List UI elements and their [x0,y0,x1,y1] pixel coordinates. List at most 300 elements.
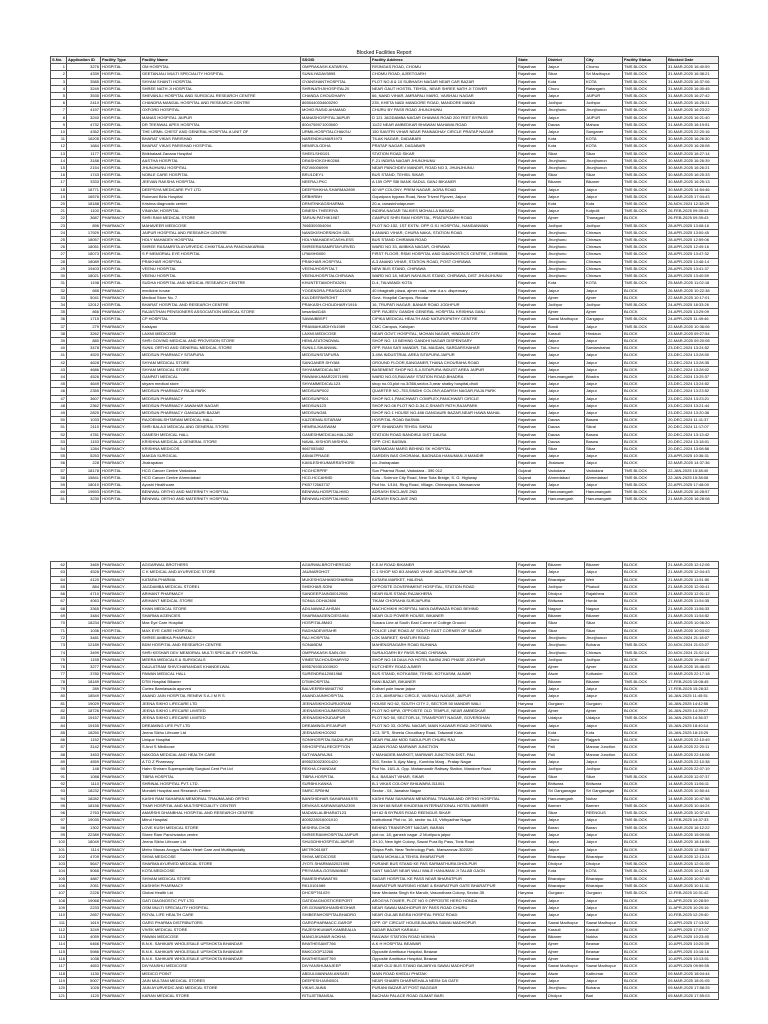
cell-city: Sawai Madhopur [585,963,623,970]
cell-facility-status: BLOCK [623,373,667,380]
cell-state: Rajasthan [517,642,547,649]
cell-facility-status: TMS BLOCK [623,773,667,780]
cell-district: Sawai Madhopur [547,919,585,926]
cell-facility-type: PHARMACY [101,359,141,366]
cell-state: Rajasthan [517,810,547,817]
cell-city: Jaipur [585,831,623,838]
table-row [51,598,719,605]
cell-facility-address: BHARATPUR NURSING HOME & BHARATPUR GATE BHARATPUR [371,883,517,890]
cell-district: Jhunjhunu [547,107,585,114]
cell-state: Rajasthan [517,912,547,919]
cell-facility-address: D-4, TALWANDI KOTA [371,280,517,287]
cell-district: Kota [547,201,585,208]
column-header-facility-status: Facility Status [623,57,667,64]
cell-city: Sanganer [585,129,623,136]
cell-district: Sikar [547,150,585,157]
cell-state: Rajasthan [517,453,547,460]
cell-sno: 35 [51,309,67,316]
cell-sno: 78 [51,678,67,685]
cell-application-id: 3249 [67,85,101,92]
cell-city: KOTA [585,868,623,875]
cell-city: Jaipur [585,759,623,766]
cell-facility-name: KHAN MEDICAL STORE [141,605,301,612]
cell-state: Rajasthan [517,352,547,359]
cell-facility-status: TMS BLOCK [623,467,667,474]
cell-district: Jaipur [547,388,585,395]
table-row [51,222,719,229]
cell-facility-type: HOSPITAL [101,186,141,193]
cell-city: Vadodara [585,467,623,474]
cell-sno: 32 [51,287,67,294]
cell-application-id: 5041 [67,294,101,301]
cell-state: Rajasthan [517,904,547,911]
cell-facility-address: PLOT NO 33, GOPAL NAGAR, MAIN KALWAR ROAD JHOTWARA [371,722,517,729]
cell-facility-status: BLOCK [623,780,667,787]
cell-district: Hanumangarh [547,795,585,802]
cell-application-id: 18250 [67,729,101,736]
cell-ssoid: VIKAS.JAIN8 [301,985,371,992]
cell-state: Rajasthan [517,707,547,714]
cell-district: Hanumangarh [547,496,585,503]
cell-city: Chirawa [585,244,623,251]
cell-city: Jodhpur [585,656,623,663]
cell-facility-type: HOSPITAL [101,316,141,323]
cell-application-id: 15841 [67,474,101,481]
cell-facility-name: VEENU HOSPITAL [141,265,301,272]
cell-city: Baran [585,824,623,831]
cell-facility-type: PHARMACY [101,438,141,445]
cell-facility-name: LOVE KUSH MEDICAL STORE [141,824,301,831]
cell-facility-status: BLOCK [623,366,667,373]
cell-facility-type: PHARMACY [101,381,141,388]
table-row [51,417,719,424]
cell-facility-type: HOSPITAL [101,136,141,143]
cell-city: Jaipur [585,977,623,984]
cell-blocked-date: 23-DEC-2024 13:25:37 [667,373,719,380]
cell-sno: 5 [51,93,67,100]
cell-facility-status: TMS BLOCK [623,186,667,193]
cell-blocked-date: 15-JAN-2025 18:40:14 [667,722,719,729]
cell-sno: 93 [51,788,67,795]
cell-facility-name: TIBRA HOSPITAL [141,773,301,780]
cell-sno: 89 [51,759,67,766]
cell-city: Chomu [585,64,623,71]
cell-application-id: 2233 [67,904,101,911]
cell-application-id: 228 [67,460,101,467]
cell-facility-type: PHARMACY [101,352,141,359]
table-row [51,824,719,831]
cell-state: Rajasthan [517,215,547,222]
cell-state: Rajasthan [517,948,547,955]
cell-facility-status: BLOCK [623,381,667,388]
cell-blocked-date: 20-NOV-2024 21:02:14 [667,649,719,656]
cell-blocked-date: 31-MAR-2025 16:38:21 [667,71,719,78]
cell-blocked-date: 14-MAR-2025 22:16:06 [667,751,719,758]
cell-facility-type: PHARMACY [101,759,141,766]
column-header-state: State [517,57,547,64]
cell-ssoid: BRIJ1DEY1 [301,172,371,179]
cell-state: Rajasthan [517,172,547,179]
cell-state: Rajasthan [517,817,547,824]
cell-application-id: 1284 [67,445,101,452]
cell-blocked-date: 24-APR-2025 13:29:09 [667,309,719,316]
table-row [51,868,719,875]
cell-blocked-date: 23-DEC-2024 13:23:52 [667,388,719,395]
cell-ssoid: DRASHOKGHK0268 [301,157,371,164]
cell-ssoid: BENIWALHOSPITALHMO [301,496,371,503]
cell-city: Jaipur [585,388,623,395]
cell-district: Jhunjhunu [547,985,585,992]
cell-ssoid: DEEPSHIKHA.SHARMA2899 [301,186,371,193]
cell-district: Jhunjhunu [547,634,585,641]
cell-ssoid: BANSHIDHAR.SAHARAN1978 [301,795,371,802]
table-row [51,489,719,496]
cell-facility-status: TMS BLOCK [623,817,667,824]
cell-state: Rajasthan [517,71,547,78]
cell-blocked-date: 14-MAR-2025 10:47:58 [667,795,719,802]
cell-application-id: 18234 [67,620,101,627]
cell-sno: 12 [51,143,67,150]
cell-blocked-date: 21-MAR-2025 16:28:08 [667,496,719,503]
cell-facility-name: SHRI KESHAR DEV MEMORIAL MULTI SPECIALITY HOSPITAL [141,649,301,656]
cell-state: Rajasthan [517,373,547,380]
table-row [51,229,719,236]
cell-facility-name: VINAYAK HOSPITAL [141,208,301,215]
cell-facility-status: TMS BLOCK [623,172,667,179]
cell-state: Rajasthan [517,381,547,388]
table-row [51,613,719,620]
cell-application-id: 3469 [67,562,101,569]
cell-city: Jodhpur [585,301,623,308]
cell-facility-type: PHARMACY [101,388,141,395]
cell-sno: 115 [51,948,67,955]
cell-ssoid: BHATHESAMT769 [301,956,371,963]
cell-city: Ratangarh [585,85,623,92]
cell-facility-type: PHARMACY [101,569,141,576]
cell-facility-name: Medical Store No. 7 [141,294,301,301]
cell-city: Karauli [585,926,623,933]
cell-facility-type: HOSPITAL [101,301,141,308]
cell-ssoid: PAWANKUMAR22071995 [301,373,371,380]
cell-state: Rajasthan [517,737,547,744]
table-row [51,890,719,897]
cell-application-id: 5253 [67,453,101,460]
cell-ssoid: ANANDJAINHOSPITAL [301,693,371,700]
cell-district: Gurgaon [547,890,585,897]
cell-application-id: 18051 [67,244,101,251]
cell-state: Rajasthan [517,788,547,795]
cell-facility-type: HOSPITAL [101,208,141,215]
cell-facility-name: JEENA SIKHO LIFECARE LTD [141,700,301,707]
cell-facility-name: MEDSUN PHARMACY GANGAURI BAZAR [141,409,301,416]
cell-district: Ajmer [547,707,585,714]
cell-ssoid: JAUMARDHOT [301,569,371,576]
cell-facility-address: NEAR GULAB BIGRA HOSPITAL FIROZ ROAD [371,912,517,919]
cell-facility-status: TMS BLOCK [623,890,667,897]
cell-facility-address: STATION ROAD BANDIKUI DIST DAUSA [371,431,517,438]
cell-facility-status: TMS BLOCK [623,150,667,157]
cell-facility-name: JAIN AYURVEDIC AND MEDICAL STORE [141,985,301,992]
table-row [51,562,719,569]
cell-sno: 95 [51,802,67,809]
cell-application-id: 2763 [67,810,101,817]
cell-city: Bikaner [585,678,623,685]
cell-sno: 108 [51,897,67,904]
cell-state: Rajasthan [517,424,547,431]
cell-facility-name: JAIPUR HOSPITAL AND RESEARCH CENTRE [141,229,301,236]
cell-facility-status: TMS BLOCK [623,201,667,208]
cell-state: Rajasthan [517,780,547,787]
cell-sno: 83 [51,715,67,722]
cell-facility-name: GEETANJALI MULTI SPECIALITY HOSPITAL [141,71,301,78]
cell-sno: 36 [51,316,67,323]
cell-state: Rajasthan [517,868,547,875]
cell-facility-name: SUDHA HOSPITAL AND MEDICAL RESEARCH CENTRE [141,280,301,287]
cell-facility-address: SHOP NO.18 DAULIYA HOTEL BASNI 2ND PHASE JODHPUR [371,656,517,663]
cell-blocked-date: 14-MAR-2025 22:10:49 [667,737,719,744]
cell-facility-name: VEENU HOSPITAL [141,273,301,280]
table-row [51,150,719,157]
cell-ssoid: BHATHESAMT766 [301,941,371,948]
cell-ssoid: HCG.HCCAHMD [301,474,371,481]
cell-city: Jaipur [585,912,623,919]
cell-city: Sawai Madhopur [585,919,623,926]
cell-sno: 2 [51,71,67,78]
cell-sno: 67 [51,598,67,605]
table-row [51,481,719,488]
cell-state: Rajasthan [517,193,547,200]
cell-facility-address: PURANE BUS STAND KE PAS SARMATHURA DHOLPUR [371,861,517,868]
table-row [51,201,719,208]
cell-facility-status: BLOCK [623,583,667,590]
table-row [51,795,719,802]
table-row [51,875,719,882]
cell-state: Rajasthan [517,861,547,868]
cell-facility-status: BLOCK [623,737,667,744]
cell-facility-status: BLOCK [623,686,667,693]
table-row [51,244,719,251]
cell-ssoid: SHEELSH0101 [301,150,371,157]
cell-facility-status: TMS BLOCK [623,143,667,150]
cell-state: Rajasthan [517,562,547,569]
cell-city: Mahwa [585,121,623,128]
cell-ssoid: NANDKISHORSINGH.GEL [301,229,371,236]
cell-facility-type: PHARMACY [101,605,141,612]
cell-state: Rajasthan [517,301,547,308]
cell-application-id: 2362 [67,402,101,409]
cell-city: Jaipur [585,904,623,911]
cell-sno: 76 [51,664,67,671]
cell-facility-address: 150 SAVITRI VIHAR NEAR PANNADHAY CIRCLE PRATAP NAGAR [371,129,517,136]
cell-ssoid: SONABDM [301,642,371,649]
cell-blocked-date: 11-APR-2025 10:20:16 [667,904,719,911]
cell-sno: 54 [51,445,67,452]
cell-facility-status: BLOCK [623,352,667,359]
cell-blocked-date: 20-NOV-2024 21:03:27 [667,642,719,649]
cell-ssoid: MUKESHGAHANDSHARMA [301,576,371,583]
cell-state: Rajasthan [517,121,547,128]
cell-blocked-date: 28-APR-2025 13:46:14 [667,258,719,265]
cell-district: Sikar [547,445,585,452]
cell-facility-address: Institutional Plot no. 16, sector no-10, Vidhyadhar Nagar [371,817,517,824]
cell-facility-type: PHARMACY [101,562,141,569]
table-row [51,897,719,904]
cell-facility-status: TMS BLOCK [623,474,667,481]
cell-sno: 104 [51,868,67,875]
cell-ssoid: METRO6108T [301,846,371,853]
table-row [51,402,719,409]
cell-city: Beawar [585,941,623,948]
cell-city: Chirawa [585,237,623,244]
cell-facility-type: HOSPITAL [101,481,141,488]
cell-blocked-date: 21-MAR-2025 11:54:52 [667,613,719,620]
cell-state: Rajasthan [517,402,547,409]
cell-district: Barmer [547,802,585,809]
cell-state: Rajasthan [517,620,547,627]
cell-facility-name: B.N.K. SAHIKARI WHOLESALE UPSHOKTA BHANDAR [141,941,301,948]
cell-application-id: 3276 [67,64,101,71]
cell-city: Ajmer [585,294,623,301]
cell-blocked-date: 20-DEC-2024 13:18:01 [667,438,719,445]
cell-ssoid: SHIVA.MEDICOSE [301,853,371,860]
cell-ssoid: AGARWALBROTHERS182 [301,562,371,569]
cell-application-id: 1155 [67,656,101,663]
cell-sno: 53 [51,438,67,445]
cell-state: Rajasthan [517,431,547,438]
cell-application-id: 12189 [67,642,101,649]
cell-facility-status: BLOCK [623,656,667,663]
cell-ssoid: RAJ.HOSPITAL [301,634,371,641]
cell-blocked-date: 23-APR-2025 10:36:31 [667,453,719,460]
cell-sno: 94 [51,795,67,802]
cell-city: Baswa [585,438,623,445]
cell-facility-type: PHARMACY [101,956,141,963]
cell-city: Jaipur [585,839,623,846]
cell-facility-name: DREAMING LIFE PVT LTD [141,722,301,729]
cell-state: Rajasthan [517,591,547,598]
cell-district: Dholpur [547,992,585,999]
cell-blocked-date: 21-MAR-2025 16:28:57 [667,489,719,496]
cell-district: Sikar [547,172,585,179]
cell-district: Bharatpur [547,875,585,882]
cell-ssoid: SURENDRA12081968 [301,671,371,678]
cell-state: Rajasthan [517,956,547,963]
cell-state: Rajasthan [517,309,547,316]
cell-facility-type: PHARMACY [101,868,141,875]
cell-ssoid: VEENUHOSPITALCHIRAWA [301,273,371,280]
cell-facility-name: Krishna diagnostic center [141,201,301,208]
cell-facility-type: PHARMACY [101,970,141,977]
table-row [51,71,719,78]
cell-facility-address: NEAR SHABRI DHARMSHALA NEEM DA GATE [371,977,517,984]
cell-blocked-date: 28-APR-2025 13:00:45 [667,229,719,236]
cell-facility-type: HOSPITAL [101,129,141,136]
cell-ssoid: DIVYANSHUMAJEEP [301,963,371,970]
cell-sno: 48 [51,402,67,409]
cell-city: Rajakhera [585,591,623,598]
table-row [51,846,719,853]
cell-district: Churu [547,345,585,352]
cell-facility-status: TMS BLOCK [623,280,667,287]
cell-state: Rajasthan [517,265,547,272]
cell-application-id: 4528 [67,569,101,576]
cell-facility-type: HOSPITAL [101,265,141,272]
cell-city: Hurda [585,598,623,605]
cell-city: Jaipur [585,693,623,700]
cell-facility-status: BLOCK [623,417,667,424]
cell-facility-status: BLOCK [623,664,667,671]
cell-district: Kota [547,78,585,85]
cell-facility-status: BLOCK [623,744,667,751]
table-row [51,496,719,503]
cell-facility-status: BLOCK [623,634,667,641]
cell-facility-status: TMS BLOCK [623,649,667,656]
cell-ssoid: DR.GOWARDHANSHEOHAR [301,904,371,911]
cell-facility-status: BLOCK [623,992,667,999]
cell-district: Bikaner [547,562,585,569]
cell-facility-name: BHARAT HOSPITAL AND RESEARCH CENTRE [141,301,301,308]
cell-facility-name: ROYAL LIFE HEALTH CARE [141,912,301,919]
cell-blocked-date: 14-MAR-2025 10:44:24 [667,802,719,809]
cell-sno: 71 [51,627,67,634]
cell-blocked-date: 16-JAN-2025 14:36:37 [667,715,719,722]
cell-facility-status: BLOCK [623,562,667,569]
cell-facility-address: JADAN ROAD MARWAR JUNCTION [371,744,517,751]
cell-application-id: 1028 [67,985,101,992]
cell-sno: 74 [51,649,67,656]
cell-facility-address: ADRASH ENCLAVE 2ND [371,489,517,496]
cell-ssoid: SHREERAMHOSPITALJAIPUR [301,831,371,838]
cell-blocked-date: 23-DEC-2024 13:21:44 [667,402,719,409]
cell-state: Haryana [517,700,547,707]
cell-ssoid: JEENASIKHOUDAIPUR [301,715,371,722]
cell-blocked-date: 31-MAR-2025 16:19:51 [667,121,719,128]
cell-facility-type: PHARMACY [101,642,141,649]
cell-blocked-date: 24-APR-2025 18:33:26 [667,301,719,308]
table-row [51,853,719,860]
cell-state: Rajasthan [517,649,547,656]
cell-blocked-date: 30-MAR-2025 16:26:39 [667,157,719,164]
cell-state: Rajasthan [517,157,547,164]
cell-blocked-date: 13-MAR-2025 15:09:08 [667,831,719,838]
cell-city: Bharatpur [585,883,623,890]
cell-ssoid: 9667053452 [301,445,371,452]
cell-facility-address: HOSPITAL ROAD BASWA [371,417,517,424]
cell-city: Sikar [585,172,623,179]
cell-sno: 62 [51,562,67,569]
cell-application-id: 18282 [67,795,101,802]
cell-application-id: 18156 [67,802,101,809]
table-row [51,788,719,795]
cell-city: Nohar [585,795,623,802]
cell-ssoid: SHEKHAR.SONI [301,583,371,590]
cell-district: Udaipur [547,715,585,722]
cell-facility-address: KASHI RAM SAHARAN MEMORIAL TRAUMA AND ORTHO HOSPITAL [371,795,517,802]
cell-facility-name: OSM MULTI SPECIALITY HOSPITAL [141,904,301,911]
cell-facility-name: B.N.K. SAHIKARI WHOLESALE UPSHOKTA BHANDAR [141,948,301,955]
cell-sno: 13 [51,150,67,157]
cell-sno: 82 [51,707,67,714]
cell-blocked-date: 23-DEC-2024 13:28:35 [667,359,719,366]
cell-blocked-date: 22-MAR-2025 09:20:08 [667,337,719,344]
cell-blocked-date: 10-APR-2025 10:23:40 [667,934,719,941]
cell-facility-name: shyam medical store [141,381,301,388]
cell-ssoid: BENIWALHOSPITALHMO [301,489,371,496]
cell-facility-address: 3-49A INDUSTRIAL AREA SITAPURA JAIPUR [371,352,517,359]
cell-ssoid: ABDULMANNAN.ANSARI [301,970,371,977]
cell-facility-address: Sector - 04, Jawahar Nagar [371,788,517,795]
cell-sno: 38 [51,330,67,337]
